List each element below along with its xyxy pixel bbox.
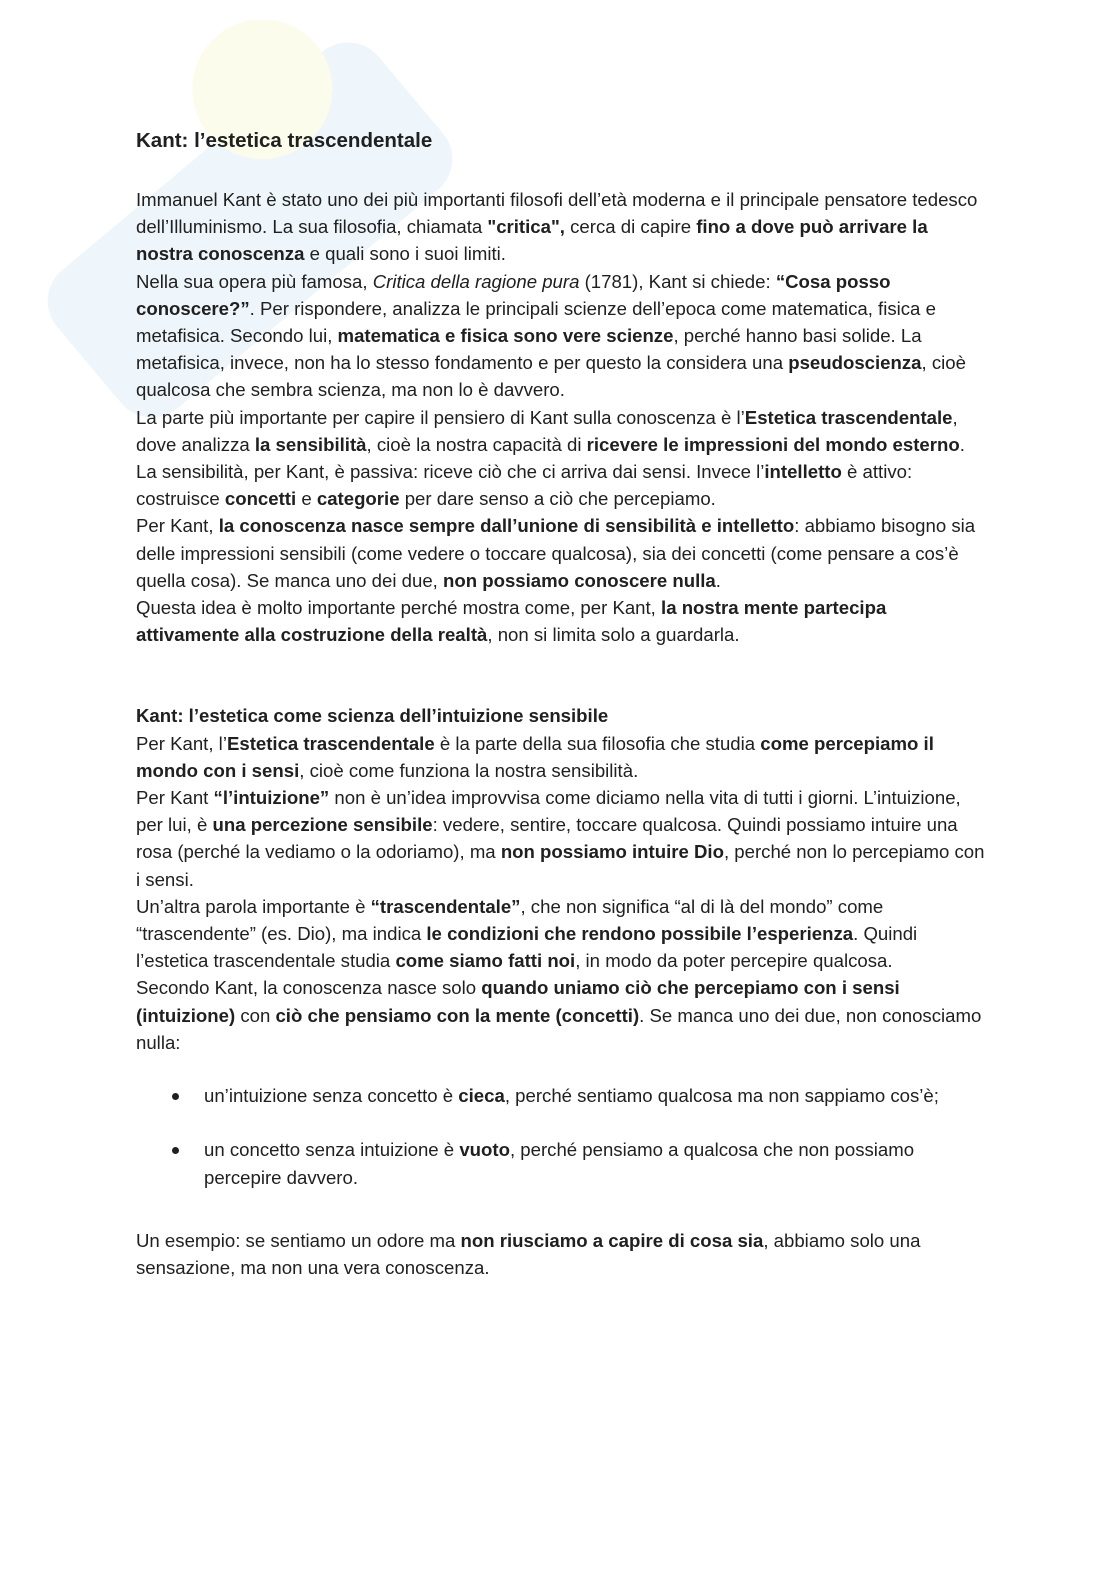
section1-paragraph-5 — [136, 594, 986, 648]
bold-text-run: matematica e fisica sono vere scienze — [337, 325, 674, 347]
section2-paragraph-2 — [136, 784, 986, 893]
text-run: . Se manca uno dei due, non conosciamo nulla: — [136, 1004, 982, 1053]
text-run: un’intuizione senza concetto è — [204, 1085, 459, 1107]
text-run: è la parte della sua filosofia che studia — [434, 732, 761, 754]
section1-paragraph-1 — [136, 186, 986, 268]
bold-text-run: cieca — [458, 1085, 505, 1107]
bold-text-run: la nostra mente partecipa attivamente alla costruzione della realtà — [136, 597, 887, 646]
section2-paragraph-4 — [136, 974, 986, 1056]
bold-text-run: quando uniamo ciò che percepiamo con i sensi (intuizione) — [136, 977, 900, 1026]
bold-text-run: le condizioni che rendono possibile l’esperienza — [426, 923, 854, 945]
bold-text-run: categorie — [316, 488, 400, 510]
text-run: , che non significa “al di là del mondo” come “trascendente” (es. Dio), ma indica — [136, 895, 884, 945]
bold-text-run: la sensibilità — [254, 433, 367, 455]
text-run: , perché sentiamo qualcosa ma non sappiamo cos’è; — [504, 1085, 939, 1107]
text-run: è attivo: costruisce — [136, 461, 913, 510]
text-run: , non si limita solo a guardarla. — [487, 624, 740, 646]
section1-title: Kant: l’estetica trascendentale — [136, 129, 433, 152]
bold-text-run: ricevere le impressioni del mondo esterno — [586, 433, 960, 455]
bullet-list — [136, 1082, 986, 1191]
text-run: , perché hanno basi solide. La metafisica, invece, non ha lo stesso fondamento e per questo la considera una — [136, 325, 922, 374]
section2-paragraph-5 — [136, 1227, 986, 1281]
text-run: , cioè qualcosa che sembra scienza, ma non lo è davvero. — [136, 352, 966, 401]
text-run: Per Kant — [136, 787, 214, 809]
section1-paragraph-2 — [136, 268, 986, 404]
bold-text-run: concetti — [224, 488, 297, 510]
text-run: non è un’idea improvvisa come diciamo nella vita di tutti i giorni. L’intuizione, per lui, è — [136, 787, 961, 836]
text-run: , in modo da poter percepire qualcosa. — [575, 950, 893, 972]
text-run: Nella sua opera più famosa, — [136, 270, 373, 292]
bold-text-run: la conoscenza nasce sempre dall’unione di sensibilità e intelletto — [218, 515, 795, 537]
italic-text-run: Critica della ragione pura — [372, 270, 580, 292]
text-run: : vedere, sentire, toccare qualcosa. Quindi possiamo intuire una rosa (perché la vediamo o la odoriamo), ma — [136, 814, 958, 863]
bullet-dot-icon — [172, 1147, 179, 1154]
text-run: cerca di capire — [564, 216, 697, 238]
bold-text-run: ciò che pensiamo con la mente (concetti) — [275, 1004, 640, 1026]
bold-text-run: intelletto — [764, 461, 842, 483]
text-run: Questa idea è molto importante perché mostra come, per Kant, — [136, 597, 662, 619]
text-run: Immanuel Kant è stato uno dei più importanti filosofi dell’età moderna e il principale pensatore tedesco dell’Illuminismo. La sua filosofia, chiamata — [136, 189, 978, 238]
bold-text-run: come percepiamo il mondo con i sensi — [136, 732, 934, 781]
text-run: Secondo Kant, la conoscenza nasce solo — [136, 977, 482, 999]
text-run: , perché non lo percepiamo con i sensi. — [136, 841, 985, 890]
bold-text-run: pseudoscienza — [788, 352, 922, 374]
bold-text-run: fino a dove può arrivare la nostra conoscenza — [136, 216, 928, 265]
bullet-item — [136, 1136, 986, 1190]
document-page — [136, 128, 986, 1281]
text-run: , perché pensiamo a qualcosa che non possiamo percepire davvero. — [204, 1139, 915, 1188]
text-run: e quali sono i suoi limiti. — [304, 243, 506, 265]
text-run: . La sensibilità, per Kant, è passiva: riceve ciò che ci arriva dai sensi. Invece l’ — [136, 433, 965, 483]
bold-text-run: Estetica trascendentale — [226, 732, 435, 754]
bold-text-run: “l’intuizione” — [213, 787, 330, 809]
text-run: . Per rispondere, analizza le principali scienze dell’epoca come matematica, fisica e metafisica. Secondo lui, — [136, 297, 936, 347]
bold-text-run: “trascendentale” — [370, 895, 521, 917]
section1-paragraph-4 — [136, 512, 986, 594]
text-run: per dare senso a ciò che percepiamo. — [399, 488, 716, 510]
text-run: e — [296, 488, 317, 510]
text-run: con — [235, 1004, 276, 1026]
text-run: , cioè come funziona la nostra sensibilità. — [299, 759, 639, 781]
section2-title: Kant: l’estetica come scienza dell’intuizione sensibile — [136, 705, 609, 727]
text-run: un concetto senza intuizione è — [204, 1139, 460, 1161]
bullet-item — [136, 1082, 986, 1109]
text-run: , dove analizza — [136, 406, 958, 455]
text-run: Un’altra parola importante è — [136, 895, 371, 917]
bold-text-run: non possiamo intuire Dio — [500, 841, 724, 863]
bold-text-run: una percezione sensibile — [212, 814, 433, 836]
bold-text-run: Estetica trascendentale — [744, 406, 953, 428]
section2-paragraph-3 — [136, 893, 986, 975]
text-run: Per Kant, — [136, 515, 219, 537]
text-run: (1781), Kant si chiede: — [579, 270, 776, 292]
bold-text-run: “Cosa posso conoscere?” — [136, 270, 891, 319]
text-run: La parte più importante per capire il pensiero di Kant sulla conoscenza è l’ — [136, 406, 745, 428]
text-run: Per Kant, l’ — [136, 732, 227, 754]
text-run: . Quindi l’estetica trascendentale studia — [136, 923, 918, 972]
text-run: Un esempio: se sentiamo un odore ma — [136, 1229, 461, 1251]
bold-text-run: vuoto — [459, 1139, 510, 1161]
bold-text-run: come siamo fatti noi — [395, 950, 576, 972]
bold-text-run: "critica", — [487, 216, 565, 238]
text-run: : abbiamo bisogno sia delle impressioni sensibili (come vedere o toccare qualcosa), sia dei concetti (come pensare a cos’è quella cosa). Se manca uno dei due, — [136, 515, 976, 591]
bullet-dot-icon — [172, 1093, 179, 1100]
text-run: , abbiamo solo una sensazione, ma non una vera conoscenza. — [136, 1229, 921, 1278]
text-run: . — [715, 569, 721, 591]
bold-text-run: non possiamo conoscere nulla — [443, 569, 716, 591]
text-run: , cioè la nostra capacità di — [366, 433, 587, 455]
section1-paragraph-3 — [136, 404, 986, 513]
section2-paragraph-1 — [136, 730, 986, 784]
bold-text-run: non riusciamo a capire di cosa sia — [460, 1229, 764, 1251]
